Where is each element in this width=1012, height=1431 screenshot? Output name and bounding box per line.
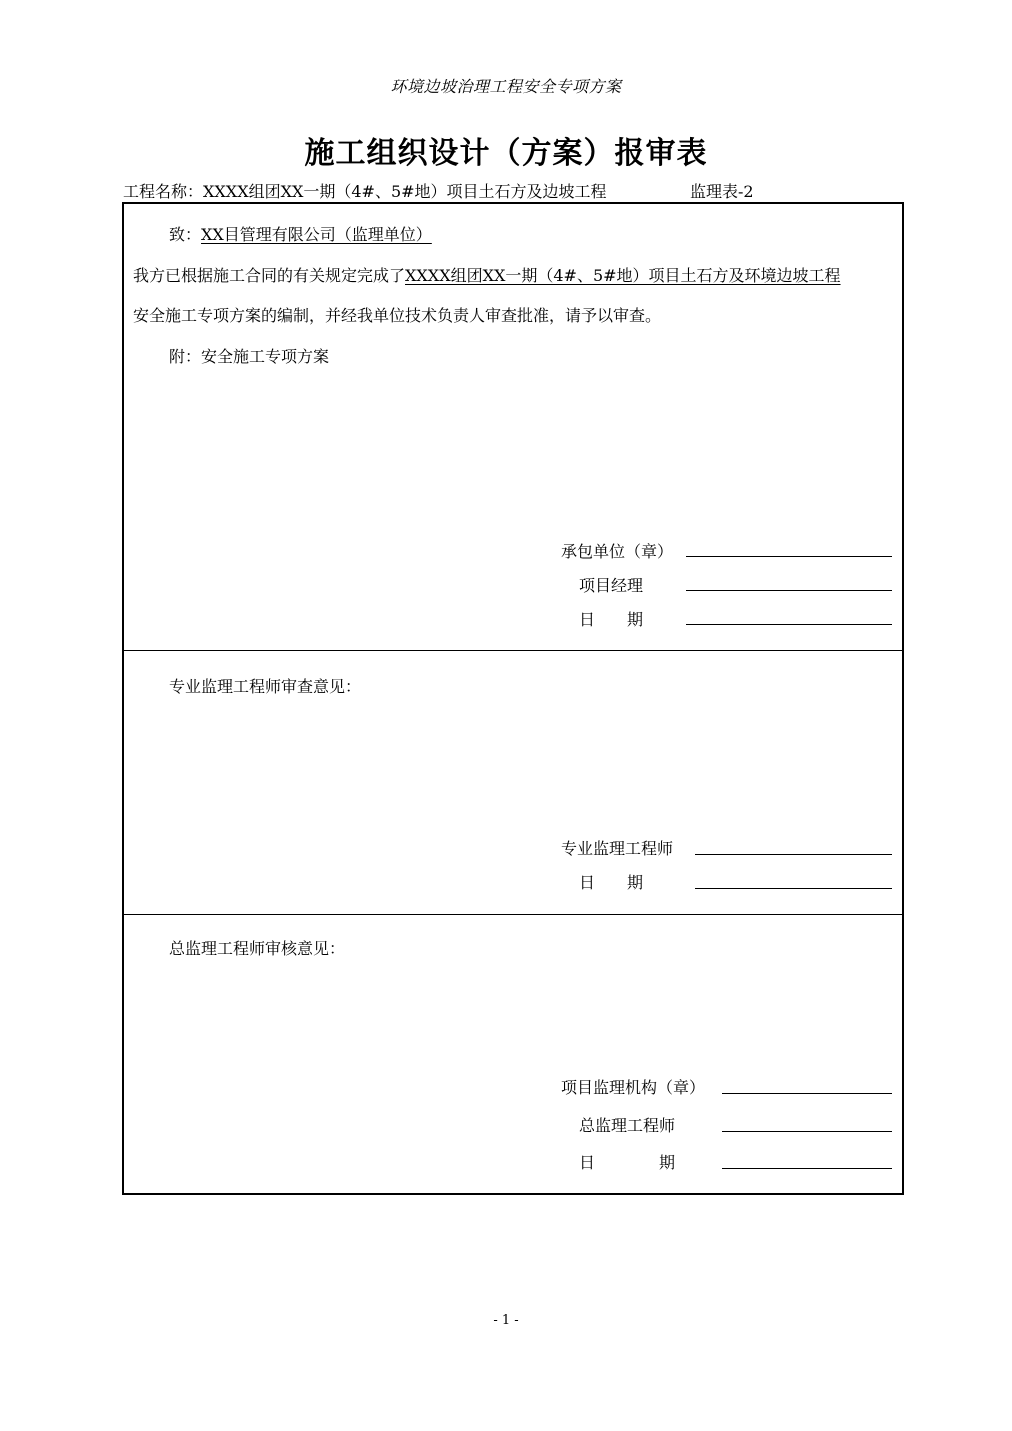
contractor-seal-label: 承包单位（章）	[561, 542, 674, 561]
body-line-1-project: XXXX组团XX一期（4#、5#地）项目土石方及环境边坡工程	[405, 266, 841, 285]
submission-date-line[interactable]	[686, 624, 892, 625]
supervision-org-label: 项目监理机构（章）	[561, 1078, 706, 1097]
page-number: - 1 -	[493, 1313, 519, 1328]
submission-date-label: 日 期	[579, 610, 644, 629]
project-name: XXXX组团XX一期（4#、5#地）项目土石方及边坡工程	[203, 182, 607, 201]
addressee-prefix: 致：	[169, 225, 202, 244]
project-label: 工程名称：	[123, 182, 204, 201]
addressee-unit: XX目管理有限公司（监理单位）	[201, 225, 432, 244]
addressee-line	[169, 222, 432, 245]
engineer-review-heading: 专业监理工程师审查意见：	[169, 677, 362, 696]
body-line-2: 安全施工专项方案的编制，并经我单位技术负责人审查批准，请予以审查。	[133, 306, 662, 325]
chief-date-line[interactable]	[722, 1168, 892, 1169]
chief-engineer-label: 总监理工程师	[579, 1116, 676, 1135]
form-number: 监理表-2	[690, 182, 754, 201]
approval-form-table	[122, 202, 904, 1195]
chief-date-label: 日 期	[579, 1153, 676, 1172]
engineer-signature-line[interactable]	[695, 854, 892, 855]
body-line-1	[133, 263, 841, 286]
chief-review-heading: 总监理工程师审核意见：	[169, 939, 346, 958]
project-info-line	[123, 179, 754, 202]
submission-section	[124, 204, 902, 651]
engineer-date-label: 日 期	[579, 873, 644, 892]
running-header: 环境边坡治理工程安全专项方案	[390, 77, 622, 96]
attachment-line: 附：安全施工专项方案	[169, 347, 330, 366]
project-manager-label: 项目经理	[579, 576, 644, 595]
engineer-date-line[interactable]	[695, 888, 892, 889]
engineer-review-section	[124, 651, 902, 915]
contractor-seal-line[interactable]	[686, 556, 892, 557]
supervision-org-line[interactable]	[722, 1093, 892, 1094]
body-line-1-prefix: 我方已根据施工合同的有关规定完成了	[133, 266, 406, 285]
engineer-label: 专业监理工程师	[561, 839, 674, 858]
chief-review-section	[124, 915, 902, 1193]
project-manager-line[interactable]	[686, 590, 892, 591]
page-title: 施工组织设计（方案）报审表	[304, 136, 708, 171]
chief-engineer-line[interactable]	[722, 1131, 892, 1132]
